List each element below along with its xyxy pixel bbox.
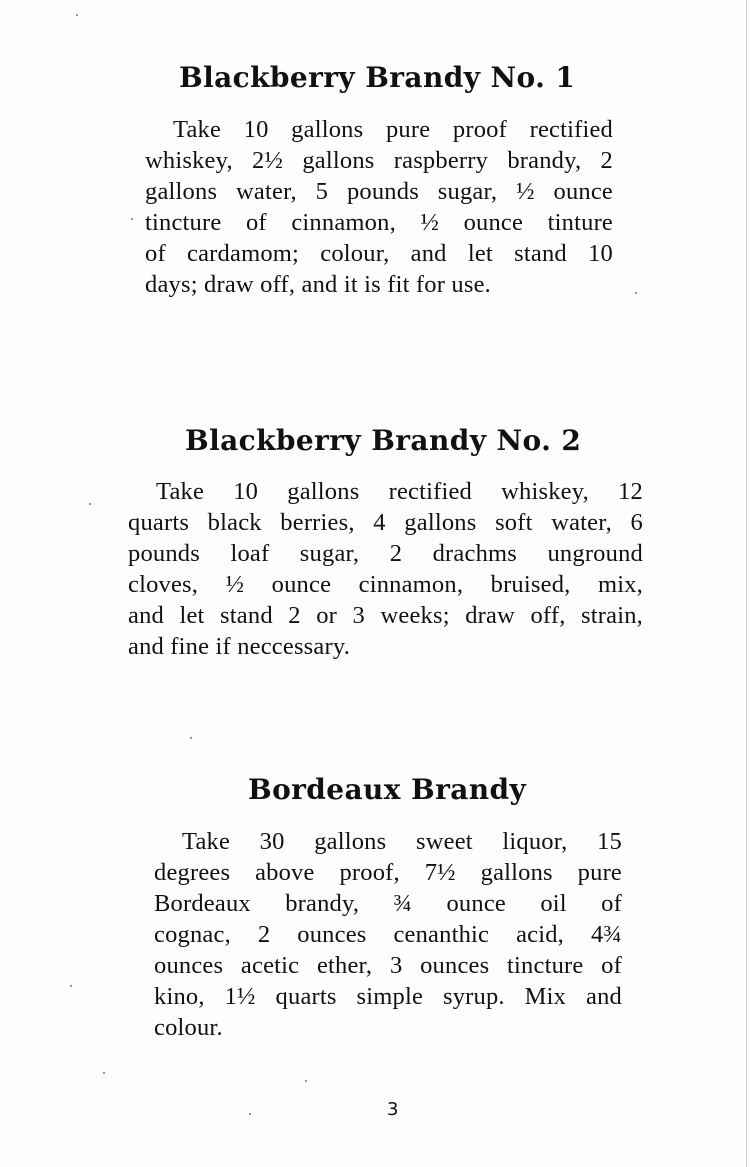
recipe-1-line-2: whiskey, 2½ gallons raspberry brandy, 2 <box>145 147 613 174</box>
recipe-2-line-5: and let stand 2 or 3 weeks; draw off, strain, <box>128 602 643 629</box>
recipe-3-line-2: degrees above proof, 7½ gallons pure <box>154 859 622 886</box>
recipe-1-line-3: gallons water, 5 pounds sugar, ½ ounce <box>145 178 613 205</box>
scan-speck <box>76 14 78 16</box>
recipe-1-line-6: days; draw off, and it is fit for use. <box>145 271 491 298</box>
scan-speck <box>103 1072 105 1074</box>
recipe-3-line-1: Take 30 gallons sweet liquor, 15 <box>182 828 622 855</box>
page-edge <box>746 0 747 1167</box>
recipe-3-line-7: colour. <box>154 1014 223 1041</box>
recipe-body-2 <box>128 476 643 662</box>
recipe-body-3 <box>154 826 622 1043</box>
recipe-2-line-6: and fine if neccessary. <box>128 633 351 660</box>
recipe-body-1 <box>145 114 613 300</box>
scan-speck <box>190 737 192 739</box>
recipe-2-line-1: Take 10 gallons rectified whiskey, 12 <box>156 478 643 505</box>
recipe-2-line-2: quarts black berries, 4 gallons soft water, 6 <box>128 509 643 536</box>
recipe-2-line-4: cloves, ½ ounce cinnamon, bruised, mix, <box>128 571 643 598</box>
recipe-2-line-3: pounds loaf sugar, 2 drachms unground <box>128 540 643 567</box>
recipe-title-2: Blackberry Brandy No. 2 <box>185 424 582 457</box>
scan-speck <box>305 1080 307 1082</box>
recipe-3-line-4: cognac, 2 ounces cenanthic acid, 4¾ <box>154 921 622 948</box>
recipe-1-line-4: tincture of cinnamon, ½ ounce tinture <box>145 209 613 236</box>
recipe-3-line-6: kino, 1½ quarts simple syrup. Mix and <box>154 983 622 1010</box>
recipe-3-line-5: ounces acetic ether, 3 ounces tincture of <box>154 952 622 979</box>
page-number: 3 <box>387 1099 399 1120</box>
recipe-1-line-5: of cardamom; colour, and let stand 10 <box>145 240 613 267</box>
scan-speck <box>89 503 91 505</box>
recipe-1-line-1: Take 10 gallons pure proof rectified <box>173 116 613 143</box>
scan-speck <box>635 292 637 294</box>
recipe-3-line-3: Bordeaux brandy, ¾ ounce oil of <box>154 890 622 917</box>
scan-speck <box>131 218 133 220</box>
recipe-title-3: Bordeaux Brandy <box>248 773 527 806</box>
scan-speck <box>249 1113 251 1115</box>
scan-speck <box>70 985 72 987</box>
recipe-title-1: Blackberry Brandy No. 1 <box>179 61 576 94</box>
